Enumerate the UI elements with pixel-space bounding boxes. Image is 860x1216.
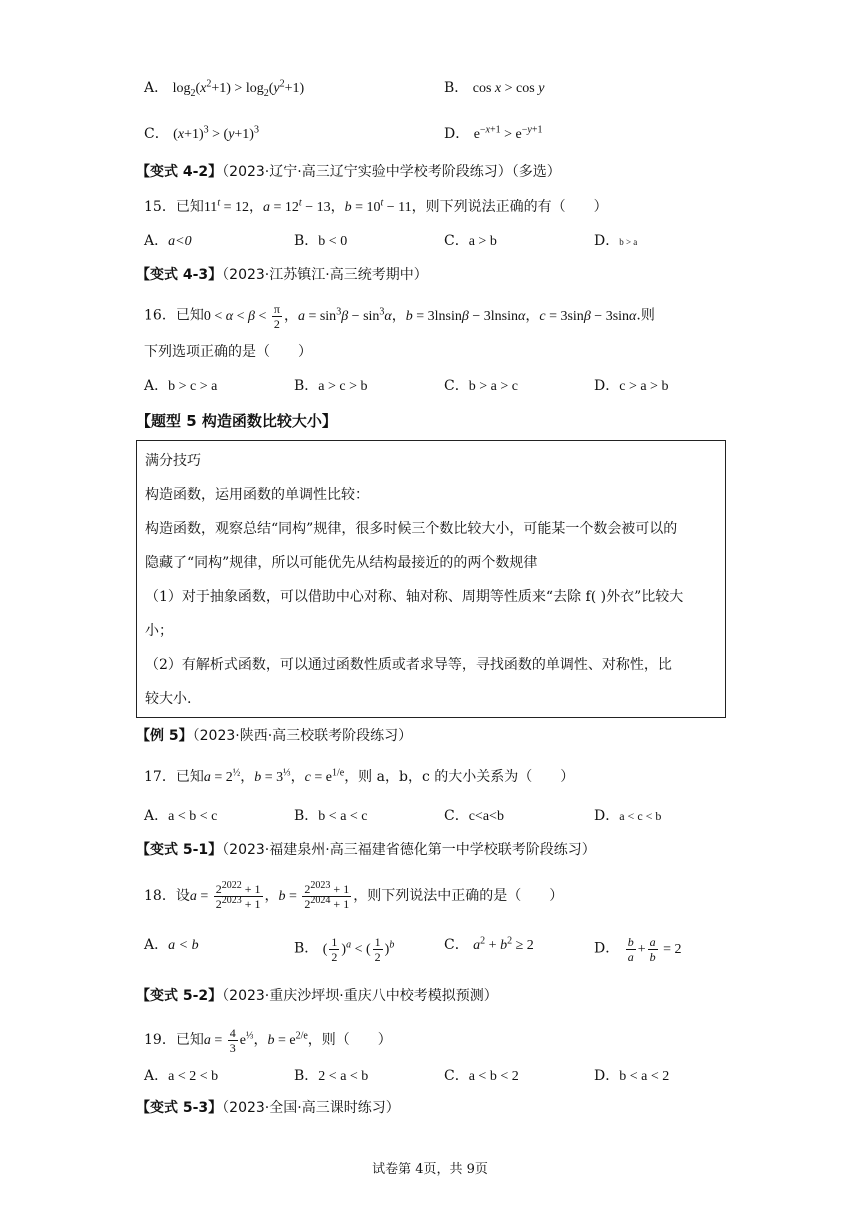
variant-4-2-header: 【变式 4-2】（2023·辽宁·高三辽宁实验中学校考阶段练习）（多选） (136, 164, 561, 180)
tips-line: （2）有解析式函数，可以通过函数性质或者求导等，寻找函数的单调性、对称性，比 (145, 657, 672, 673)
q16-stem: 16．已知0 < α < β < $\frac{\pi}{2}$ ，$a = \sin^3\beta - \sin^3\alpha$，b = 3lnsinβ − 3lnsinα，c = 3sinβ − 3sinα.则 (144, 302, 655, 331)
q17-option-b: B．b < a < c (294, 808, 368, 824)
q14-option-b-expr: cos x > cos y (472, 81, 545, 96)
variant-5-2-header: 【变式 5-2】（2023·重庆沙坪坝·重庆八中校考模拟预测） (136, 988, 498, 1004)
q14-option-c: C． $(x+1)^3 > (y+1)^3$ (144, 124, 259, 142)
q16-stem-line2: 下列选项正确的是（ ） (144, 344, 312, 360)
q17-stem: 17．已知$a = 2^{\frac{1}{2}}$，$b = 3^{\frac{1}{3}}$，$c = e^{1/e}$，则 a，b，c 的大小关系为（ ） (144, 767, 575, 785)
tips-line: 小； (145, 623, 173, 639)
q18-option-b-expr: ( $\frac{1}{2}$ )$^a$ < ( $\frac{1}{2}$ )$^b$ (322, 935, 395, 964)
q16-option-c: C．b > a > c (444, 378, 518, 394)
q18-condition: a = $\frac{2^{2022} + 1}{2^{2023} + 1}$ ，b = $\frac{2^{2023} + 1}{2^{2024} + 1}$ (189, 880, 350, 912)
q17-condition: $a = 2^{\frac{1}{2}}$，$b = 3^{\frac{1}{3}}$，$c = e^{1/e}$ (203, 767, 345, 785)
q19-option-b: B．2 < a < b (294, 1068, 369, 1084)
q16-option-d: D．c > a > b (594, 378, 669, 394)
variant-4-3-header: 【变式 4-3】（2023·江苏镇江·高三统考期中） (136, 267, 428, 283)
q15-option-d: D．b > a (594, 233, 638, 249)
q18-option-d: D． $\frac{b}{a}$ + $\frac{a}{b}$ = 2 (594, 935, 682, 964)
q19-option-d: D．b < a < 2 (594, 1068, 670, 1084)
q18-option-c-expr: $a^2 + b^2 \ge 2$ (473, 935, 534, 953)
q18-option-b: B． ( $\frac{1}{2}$ )$^a$ < ( $\frac{1}{2}$ )$^b$ (294, 935, 395, 964)
q14-option-a: A． $\log_2(x^2+1) > \log_2(y^2+1)$ (144, 78, 305, 99)
q19-option-c: C．a < b < 2 (444, 1068, 519, 1084)
q19-condition: a = $\frac{4}{3}$ $e^{\frac{1}{3}}$，$b = e^{2/e}$ (203, 1026, 308, 1056)
tips-line: 构造函数，观察总结“同构”规律，很多时候三个数比较大小，可能某一个数会被可以的 (145, 521, 678, 537)
page-footer: 试卷第 4页，共 9页 (372, 1162, 488, 1177)
q17-option-c: C．c<a<b (444, 808, 504, 824)
q17-option-a: A．a < b < c (144, 808, 218, 824)
q16-condition: 0 < α < β < $\frac{\pi}{2}$ ，$a = \sin^3\beta - \sin^3\alpha$，b = 3lnsinβ − 3lnsinα，c = 3sinβ − 3sinα (203, 302, 637, 331)
q16-option-a: A．b > c > a (144, 378, 218, 394)
q15-condition: $11^t = 12$，$a = 12^t - 13$，$b = 10^t - 11$ (203, 197, 412, 215)
tips-line: 较大小. (145, 691, 192, 707)
tips-line: 隐藏了“同构”规律，所以可能优先从结构最接近的的两个数规律 (145, 555, 538, 571)
tips-line: 满分技巧 (145, 453, 201, 469)
variant-5-1-header: 【变式 5-1】（2023·福建泉州·高三福建省德化第一中学校联考阶段练习） (136, 842, 596, 858)
q14-option-d-expr: $e^{-x+1} > e^{-y+1}$ (473, 124, 543, 142)
q14-option-a-expr: $\log_2(x^2+1) > \log_2(y^2+1)$ (172, 78, 305, 99)
q14-option-b: B． cos x > cos y (444, 80, 545, 96)
q19-stem: 19．已知a = $\frac{4}{3}$ $e^{\frac{1}{3}}$，$b = e^{2/e}$，则（ ） (144, 1026, 392, 1056)
q17-option-d: D．a < c < b (594, 808, 662, 824)
variant-5-3-header: 【变式 5-3】（2023·全国·高三课时练习） (136, 1100, 400, 1116)
type-5-title: 【题型 5 构造函数比较大小】 (136, 412, 337, 430)
q15-option-c: C．a > b (444, 233, 497, 249)
example-5-header: 【例 5】（2023·陕西·高三校联考阶段练习） (136, 728, 413, 744)
q18-option-c: C． $a^2 + b^2 \ge 2$ (444, 935, 534, 953)
q18-option-a: A．a < b (144, 937, 199, 953)
q14-option-d: D． $e^{-x+1} > e^{-y+1}$ (444, 124, 543, 142)
q18-option-d-expr: $\frac{b}{a}$ + $\frac{a}{b}$ = 2 (627, 935, 682, 964)
q18-stem: 18．设a = $\frac{2^{2022} + 1}{2^{2023} + 1}$ ，b = $\frac{2^{2023} + 1}{2^{2024} + 1}$ ，则下列说法中正确的是（ ） (144, 880, 564, 912)
q15-stem: 15．已知$11^t = 12$，$a = 12^t - 13$，$b = 10^t - 11$，则下列说法正确的有（ ） (144, 197, 608, 215)
q19-option-a: A．a < 2 < b (144, 1068, 219, 1084)
q15-option-b: B．b < 0 (294, 233, 348, 249)
tips-line: （1）对于抽象函数，可以借助中心对称、轴对称、周期等性质来“去除 f( )外衣”比较大 (145, 589, 684, 605)
q14-option-c-expr: $(x+1)^3 > (y+1)^3$ (173, 124, 259, 142)
tips-line: 构造函数，运用函数的单调性比较： (145, 487, 369, 503)
q16-option-b: B．a > c > b (294, 378, 368, 394)
tips-box (136, 440, 726, 718)
q15-option-a: A．a<0 (144, 233, 192, 249)
